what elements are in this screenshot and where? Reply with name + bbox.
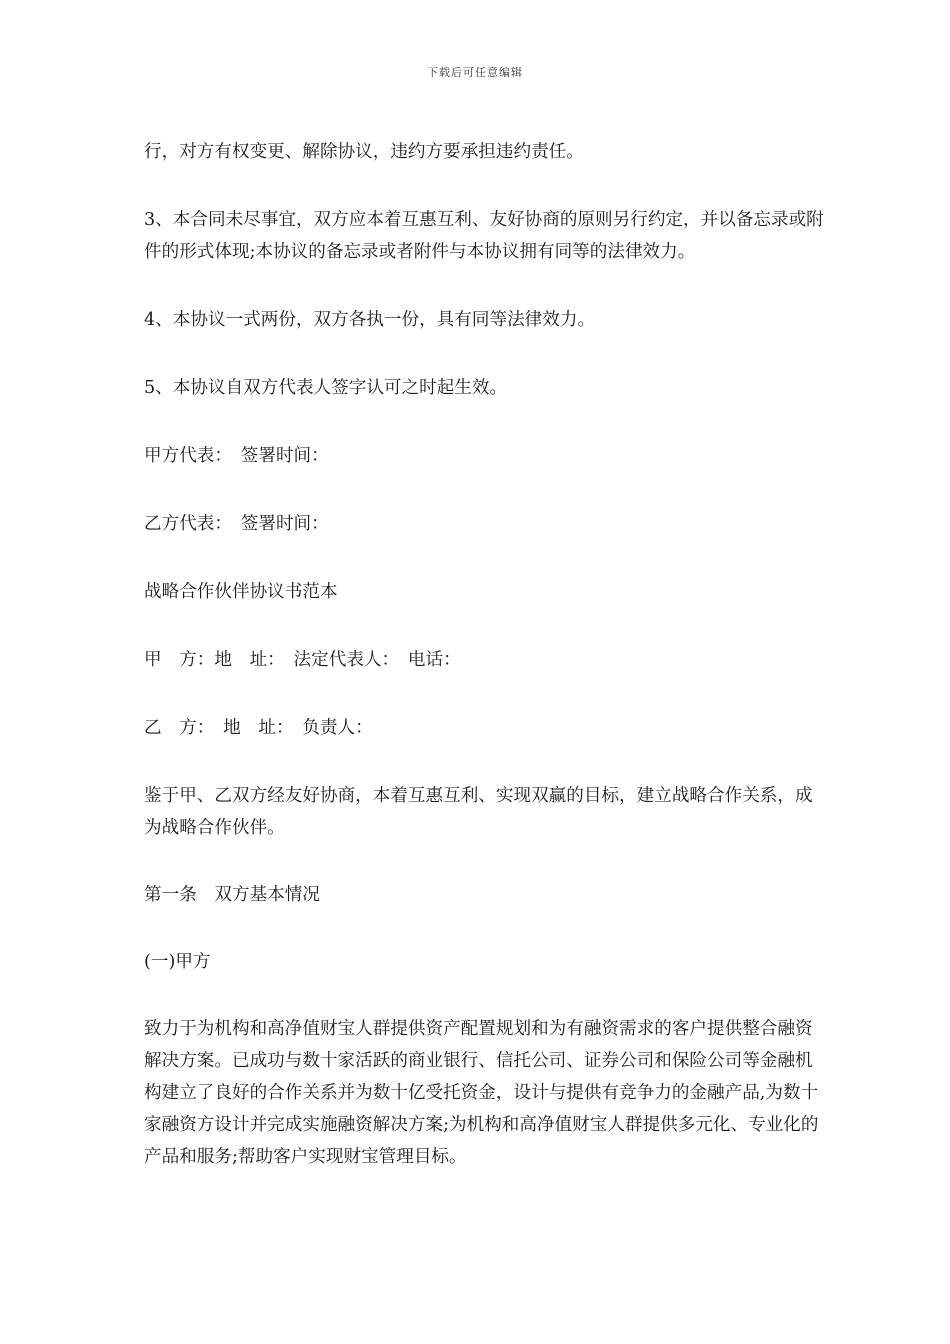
paragraph-breach-clause: 行，对方有权变更、解除协议，违约方要承担违约责任。	[144, 142, 584, 162]
document-body	[144, 136, 824, 1173]
paragraph-clause-3: 3、本合同未尽事宜，双方应本着互惠互利、友好协商的原则另行约定，并以备忘录或附件的形式体现;本协议的备忘录或者附件与本协议拥有同等的法律效力。	[144, 210, 824, 262]
section-party-a-heading: (一)甲方	[144, 952, 211, 972]
paragraph-party-a-description: 致力于为机构和高净值财宝人群提供资产配置规划和为有融资需求的客户提供整合融资解决方案。已成功与数十家活跃的商业银行、信托公司、证券公司和保险公司等金融机构建立了良好的合作关系并为数十亿受托资金，设计与提供有竞争力的金融产品,为数十家融资方设计并完成实施融资解决方案;为机构和高净值财宝人群提供多元化、专业化的产品和服务;帮助客户实现财宝管理目标。	[144, 1019, 819, 1167]
paragraph-clause-5: 5、本协议自双方代表人签字认可之时起生效。	[144, 378, 508, 398]
party-a-signature-line: 甲方代表： 签署时间：	[144, 446, 329, 466]
page-header-note: 下载后可任意编辑	[427, 66, 523, 79]
paragraph-clause-4: 4、本协议一式两份，双方各执一份，具有同等法律效力。	[144, 310, 596, 330]
party-a-info-line: 甲 方：地 址： 法定代表人： 电话：	[144, 650, 461, 670]
paragraph-preamble: 鉴于甲、乙双方经友好协商，本着互惠互利、实现双赢的目标，建立战略合作关系，成为战略合作伙伴。	[144, 786, 813, 838]
party-b-signature-line: 乙方代表： 签署时间：	[144, 514, 329, 534]
article-1-heading: 第一条 双方基本情况	[144, 885, 320, 905]
document-title: 战略合作伙伴协议书范本	[144, 582, 338, 602]
party-b-info-line: 乙 方： 地 址： 负责人：	[144, 718, 373, 738]
